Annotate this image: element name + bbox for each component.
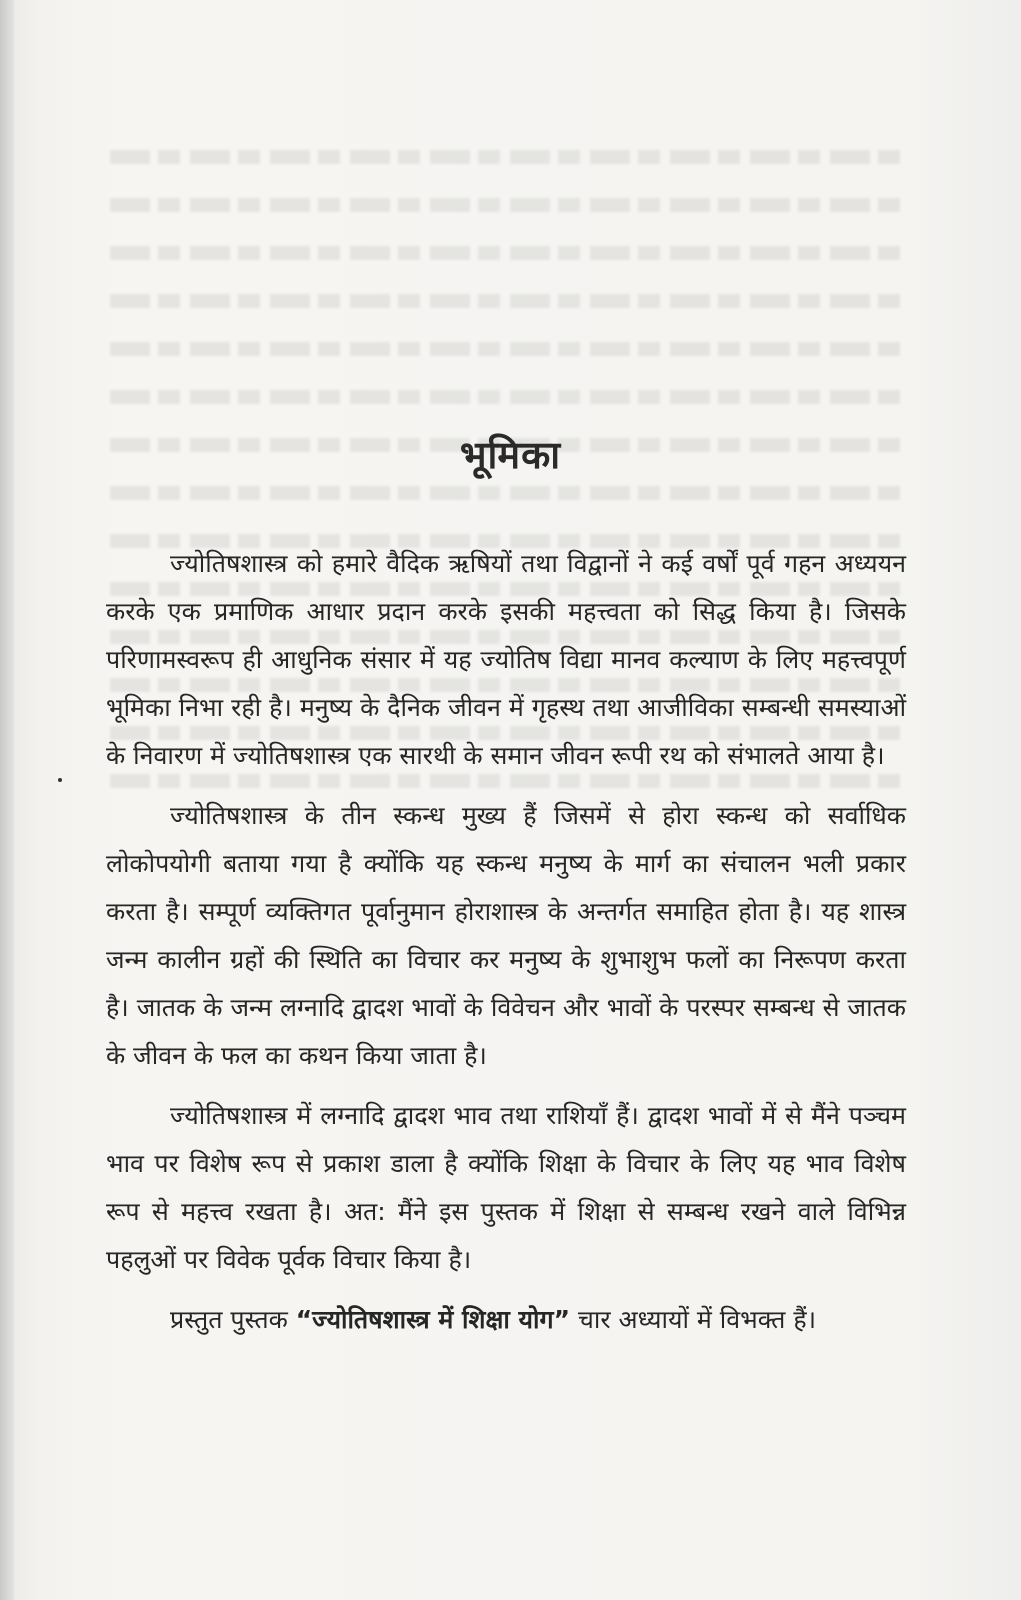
book-title-quote: “ज्योतिषशास्त्र में शिक्षा योग” <box>295 1305 571 1334</box>
body-text <box>106 540 906 1356</box>
page-title: भूमिका <box>459 433 562 477</box>
paragraph-4 <box>106 1296 906 1344</box>
paragraph-3: ज्योतिषशास्त्र में लग्नादि द्वादश भाव तथा राशियाँ हैं। द्वादश भावों में से मैंने पञ्चम भाव पर विशेष रूप से प्रकाश डाला है क्योंकि शिक्षा के विचार के लिए यह भाव विशेष रूप से महत्त्व रखता है। अत: मैंने इस पुस्तक में शिक्षा से सम्बन्ध रखने वाले विभिन्न पहलुओं पर विवेक पूर्वक विचार किया है। <box>106 1101 906 1274</box>
paragraph-1: ज्योतिषशास्त्र को हमारे वैदिक ऋषियों तथा विद्वानों ने कई वर्षों पूर्व गहन अध्ययन करके एक प्रमाणिक आधार प्रदान करके इसकी महत्त्वता को सिद्ध किया है। जिसके परिणामस्वरूप ही आधुनिक संसार में यह ज्योतिष विद्या मानव कल्याण के लिए महत्त्वपूर्ण भूमिका निभा रही है। मनुष्य के दैनिक जीवन में गृहस्थ तथा आजीविका सम्बन्धी समस्याओं के निवारण में ज्योतिषशास्त्र एक सारथी के समान जीवन रूपी रथ को संभालते आया है। <box>106 549 906 770</box>
paragraph-4-suffix: चार अध्यायों में विभक्त हैं। <box>570 1305 817 1334</box>
paragraph-4-prefix: प्रस्तुत पुस्तक <box>170 1305 296 1334</box>
paragraph-2: ज्योतिषशास्त्र के तीन स्कन्ध मुख्य हैं जिसमें से होरा स्कन्ध को सर्वाधिक लोकोपयोगी बताया गया है क्योंकि यह स्कन्ध मनुष्य के मार्ग का संचालन भली प्रकार करता है। सम्पूर्ण व्यक्तिगत पूर्वानुमान होराशास्त्र के अन्तर्गत समाहित होता है। यह शास्त्र जन्म कालीन ग्रहों की स्थिति का विचार कर मनुष्य के शुभाशुभ फलों का निरूपण करता है। जातक के जन्म लग्नादि द्वादश भावों के विवेचन और भावों के परस्पर सम्बन्ध से जातक के जीवन के फल का कथन किया जाता है। <box>106 801 906 1070</box>
margin-mark <box>58 778 62 782</box>
book-spine-shadow <box>0 0 14 1600</box>
